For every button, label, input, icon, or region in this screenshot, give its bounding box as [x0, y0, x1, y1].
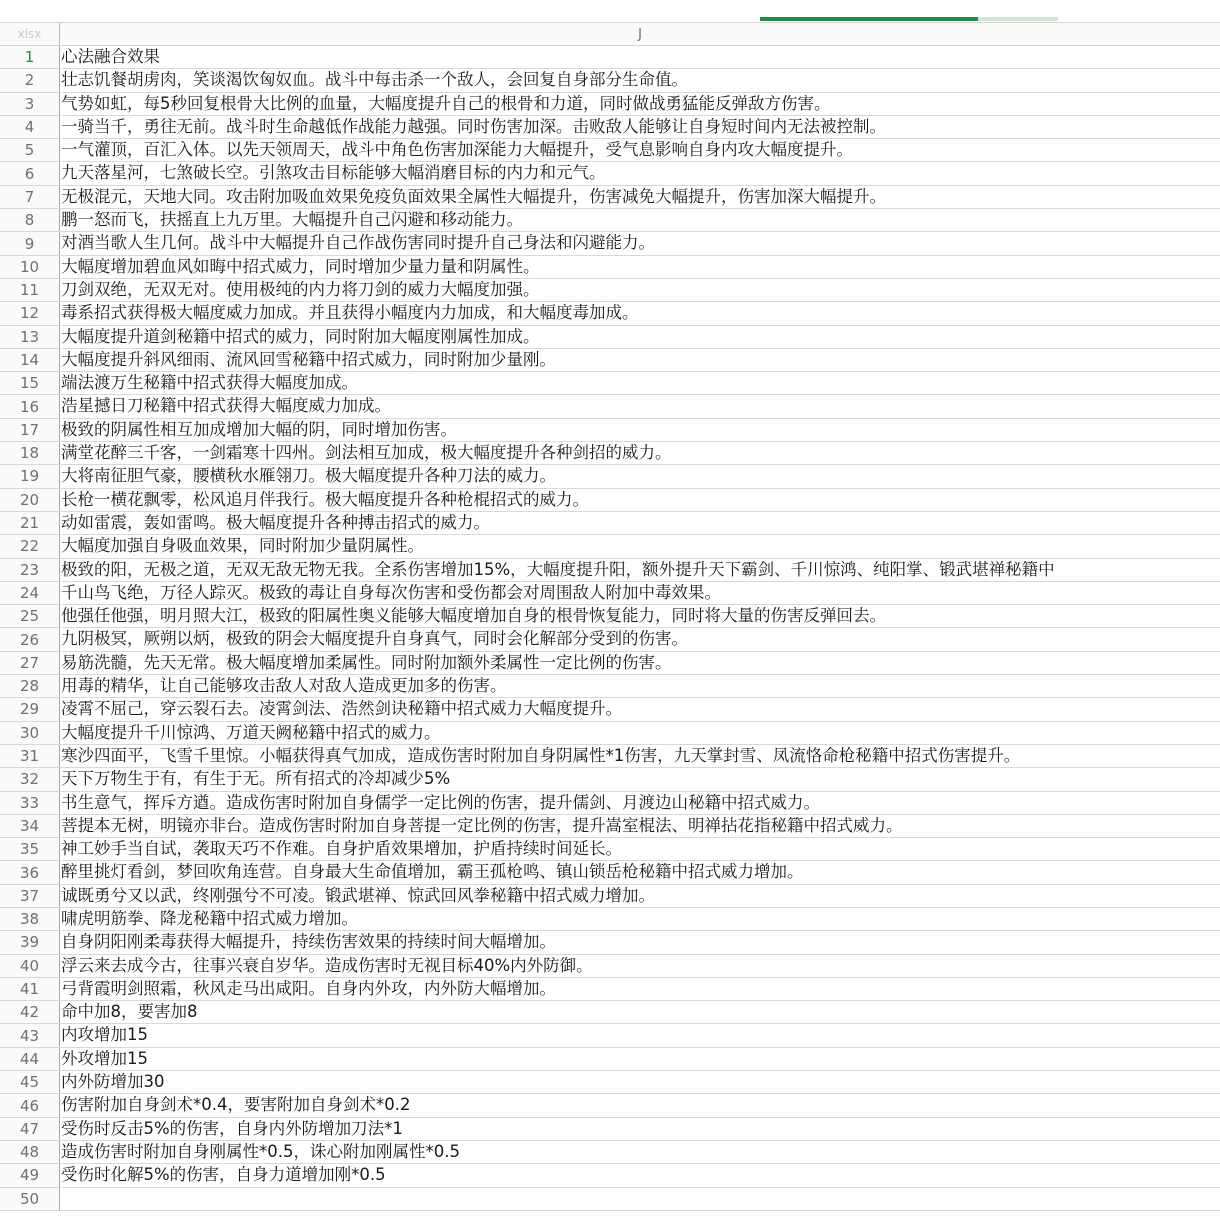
row-header[interactable]: 33	[0, 792, 60, 814]
table-row	[0, 326, 1220, 349]
cell-j[interactable]: 诚既勇兮又以武，终刚强兮不可凌。锻武堪禅、惊武回风拳秘籍中招式威力增加。	[61, 885, 655, 905]
cell-j[interactable]: 鹏一怒而飞，扶摇直上九万里。大幅提升自己闪避和移动能力。	[61, 210, 523, 230]
cell-j[interactable]: 大幅度提升千川惊鸿、万道天阙秘籍中招式的威力。	[61, 722, 441, 742]
cell-j[interactable]: 造成伤害时附加自身刚属性*0.5，诛心附加刚属性*0.5	[61, 1141, 460, 1161]
row-header[interactable]: 26	[0, 628, 60, 650]
cell-j[interactable]: 菩提本无树，明镜亦非台。造成伤害时附加自身菩提一定比例的伤害，提升嵩室棍法、明禅拈花指秘籍中招式威力。	[61, 815, 903, 835]
cell-j[interactable]: 极致的阴属性相互加成增加大幅的阴，同时增加伤害。	[61, 419, 457, 439]
select-all-corner[interactable]: xlsx	[0, 23, 60, 45]
row-header[interactable]: 20	[0, 489, 60, 511]
row-header[interactable]: 44	[0, 1048, 60, 1070]
cell-j[interactable]: 弓背霞明剑照霜，秋风走马出咸阳。自身内外攻，内外防大幅增加。	[61, 978, 556, 998]
row-header[interactable]: 23	[0, 559, 60, 581]
cell-j[interactable]: 极致的阳，无极之道，无双无敌无物无我。全系伤害增加15%，大幅度提升阳，额外提升天下霸剑、千川惊鸿、纯阳掌、锻武堪禅秘籍中	[61, 559, 1055, 579]
cell-j[interactable]: 毒系招式获得极大幅度威力加成。并且获得小幅度内力加成，和大幅度毒加成。	[61, 303, 639, 323]
cell-j[interactable]: 大幅度提升斜风细雨、流风回雪秘籍中招式威力，同时附加少量刚。	[61, 349, 556, 369]
row-header[interactable]: 7	[0, 186, 60, 208]
row-header[interactable]: 12	[0, 302, 60, 324]
table-row	[0, 978, 1220, 1001]
table-row	[0, 535, 1220, 558]
row-header[interactable]: 37	[0, 885, 60, 907]
cell-j[interactable]: 自身阴阳刚柔毒获得大幅提升，持续伤害效果的持续时间大幅增加。	[61, 932, 556, 952]
row-header[interactable]: 39	[0, 931, 60, 953]
cell-j[interactable]: 啸虎明筋拳、降龙秘籍中招式威力增加。	[61, 908, 358, 928]
table-row	[0, 838, 1220, 861]
table-row	[0, 349, 1220, 372]
cell-j[interactable]: 无极混元，天地大同。攻击附加吸血效果免疫负面效果全属性大幅提升，伤害减免大幅提升，伤害加深大幅提升。	[61, 186, 886, 206]
row-header[interactable]: 32	[0, 768, 60, 790]
table-row	[0, 419, 1220, 442]
row-header[interactable]: 8	[0, 209, 60, 231]
table-row	[0, 1118, 1220, 1141]
table-row	[0, 1094, 1220, 1117]
cell-j[interactable]: 大幅度增加碧血风如晦中招式威力，同时增加少量力量和阴属性。	[61, 256, 540, 276]
table-row	[0, 232, 1220, 255]
cell-j[interactable]: 寒沙四面平，飞雪千里惊。小幅获得真气加成，造成伤害时附加自身阴属性*1伤害，九天掌封雪、凤流恪命枪秘籍中招式伤害提升。	[61, 745, 1021, 765]
table-row	[0, 768, 1220, 791]
cell-j[interactable]: 书生意气，挥斥方遒。造成伤害时附加自身儒学一定比例的伤害，提升儒剑、月渡边山秘籍中招式威力。	[61, 792, 820, 812]
cell-j[interactable]: 神工妙手当自试，袭取天巧不作难。自身护盾效果增加，护盾持续时间延长。	[61, 839, 622, 859]
table-row	[0, 512, 1220, 535]
table-row	[0, 582, 1220, 605]
row-header[interactable]: 42	[0, 1001, 60, 1023]
row-header[interactable]: 24	[0, 582, 60, 604]
table-row	[0, 745, 1220, 768]
cell-j[interactable]: 大幅度提升道剑秘籍中招式的威力，同时附加大幅度刚属性加成。	[61, 326, 540, 346]
cell-j[interactable]: 对酒当歌人生几何。战斗中大幅提升自己作战伤害同时提升自己身法和闪避能力。	[61, 233, 655, 253]
table-row	[0, 908, 1220, 931]
cell-j[interactable]: 浩星撼日刀秘籍中招式获得大幅度威力加成。	[61, 396, 391, 416]
table-row	[0, 792, 1220, 815]
row-header[interactable]: 50	[0, 1188, 60, 1210]
scroll-indicator-thumb[interactable]	[760, 17, 978, 21]
table-row	[0, 116, 1220, 139]
table-row	[0, 46, 1220, 69]
cell-j[interactable]: 外攻增加15	[61, 1048, 148, 1068]
cell-j[interactable]: 气势如虹，每5秒回复根骨大比例的血量，大幅度提升自己的根骨和力道，同时做战勇猛能反弹敌方伤害。	[61, 93, 831, 113]
table-row	[0, 1001, 1220, 1024]
row-header[interactable]: 25	[0, 605, 60, 627]
table-row	[0, 675, 1220, 698]
table-row	[0, 302, 1220, 325]
table-row	[0, 162, 1220, 185]
cell-j[interactable]: 伤害附加自身剑术*0.4，要害附加自身剑术*0.2	[61, 1095, 411, 1115]
table-row	[0, 1188, 1220, 1211]
table-row	[0, 186, 1220, 209]
cell-j[interactable]: 内攻增加15	[61, 1025, 148, 1045]
rows-container	[0, 46, 1220, 1211]
row-header[interactable]: 10	[0, 256, 60, 278]
table-row	[0, 139, 1220, 162]
table-row	[0, 93, 1220, 116]
table-row	[0, 605, 1220, 628]
row-header[interactable]: 17	[0, 419, 60, 441]
table-row	[0, 1071, 1220, 1094]
column-header-j[interactable]: J	[638, 26, 642, 42]
row-header[interactable]: 28	[0, 675, 60, 697]
cell-j[interactable]: 浮云来去成今古，往事兴衰自岁华。造成伤害时无视目标40%内外防御。	[61, 955, 593, 975]
cell-j[interactable]: 千山鸟飞绝，万径人踪灭。极致的毒让自身每次伤害和受伤都会对周围敌人附加中毒效果。	[61, 582, 721, 602]
table-row	[0, 256, 1220, 279]
table-row	[0, 861, 1220, 884]
row-header[interactable]: 41	[0, 978, 60, 1000]
table-row	[0, 395, 1220, 418]
table-row	[0, 279, 1220, 302]
table-row	[0, 815, 1220, 838]
column-header-row	[0, 22, 1220, 46]
row-header[interactable]: 2	[0, 69, 60, 91]
cell-j[interactable]: 满堂花醉三千客，一剑霜寒十四州。剑法相互加成，极大幅度提升各种剑招的威力。	[61, 443, 672, 463]
row-header[interactable]: 45	[0, 1071, 60, 1093]
row-header[interactable]: 29	[0, 698, 60, 720]
row-header[interactable]: 11	[0, 279, 60, 301]
cell-j[interactable]: 壮志饥餐胡虏肉，笑谈渴饮匈奴血。战斗中每击杀一个敌人，会回复自身部分生命值。	[61, 70, 688, 90]
row-header[interactable]: 21	[0, 512, 60, 534]
table-row	[0, 465, 1220, 488]
cell-j[interactable]: 易筋洗髓，先天无常。极大幅度增加柔属性。同时附加额外柔属性一定比例的伤害。	[61, 652, 672, 672]
cell-j[interactable]: 用毒的精华，让自己能够攻击敌人对敌人造成更加多的伤害。	[61, 676, 507, 696]
cell-j[interactable]: 长枪一横花飘零，松风追月伴我行。极大幅度提升各种枪棍招式的威力。	[61, 489, 589, 509]
table-row	[0, 628, 1220, 651]
row-header[interactable]: 46	[0, 1094, 60, 1116]
row-header[interactable]: 16	[0, 395, 60, 417]
row-header[interactable]: 48	[0, 1141, 60, 1163]
table-row	[0, 1141, 1220, 1164]
row-header[interactable]: 38	[0, 908, 60, 930]
table-row	[0, 559, 1220, 582]
cell-j[interactable]: 内外防增加30	[61, 1072, 165, 1092]
table-row	[0, 69, 1220, 92]
cell-j[interactable]: 刀剑双绝，无双无对。使用极纯的内力将刀剑的威力大幅度加强。	[61, 279, 540, 299]
cell-j[interactable]: 九天落星河，七煞破长空。引煞攻击目标能够大幅消磨目标的内力和元气。	[61, 163, 606, 183]
row-header[interactable]: 49	[0, 1164, 60, 1186]
cell-j[interactable]: 命中加8，要害加8	[61, 1002, 198, 1022]
row-header[interactable]: 9	[0, 232, 60, 254]
cell-j[interactable]: 大幅度加强自身吸血效果，同时附加少量阴属性。	[61, 536, 424, 556]
cell-j[interactable]: 心法融合效果	[61, 47, 160, 66]
table-row	[0, 698, 1220, 721]
cell-j[interactable]: 凌霄不屈己，穿云裂石去。凌霄剑法、浩然剑诀秘籍中招式威力大幅度提升。	[61, 699, 622, 719]
row-header[interactable]: 27	[0, 652, 60, 674]
row-header[interactable]: 36	[0, 861, 60, 883]
row-header[interactable]: 6	[0, 162, 60, 184]
cell-j[interactable]: 九阴极冥，厥朔以炳，极致的阴会大幅度提升自身真气，同时会化解部分受到的伤害。	[61, 629, 688, 649]
horizontal-scroll-indicator[interactable]	[760, 17, 1058, 21]
table-row	[0, 1024, 1220, 1047]
row-header[interactable]: 4	[0, 116, 60, 138]
row-header[interactable]: 18	[0, 442, 60, 464]
table-row	[0, 372, 1220, 395]
cell-j[interactable]: 大将南征胆气豪，腰横秋水雁翎刀。极大幅度提升各种刀法的威力。	[61, 466, 556, 486]
cell-j[interactable]: 端法渡万生秘籍中招式获得大幅度加成。	[61, 373, 358, 393]
row-header[interactable]: 1	[0, 46, 60, 68]
row-header[interactable]: 43	[0, 1024, 60, 1046]
row-header[interactable]: 31	[0, 745, 60, 767]
cell-j[interactable]: 动如雷震，轰如雷鸣。极大幅度提升各种搏击招式的威力。	[61, 512, 490, 532]
row-header[interactable]: 5	[0, 139, 60, 161]
table-row	[0, 885, 1220, 908]
row-header[interactable]: 19	[0, 465, 60, 487]
table-row	[0, 489, 1220, 512]
row-header[interactable]: 15	[0, 372, 60, 394]
cell-j[interactable]: 受伤时反击5%的伤害，自身内外防增加刀法*1	[61, 1118, 403, 1138]
table-row	[0, 931, 1220, 954]
row-header[interactable]: 34	[0, 815, 60, 837]
spreadsheet-grid	[0, 22, 1220, 1211]
table-row	[0, 1048, 1220, 1071]
cell-j[interactable]: 受伤时化解5%的伤害，自身力道增加刚*0.5	[61, 1165, 386, 1185]
table-row	[0, 652, 1220, 675]
table-row	[0, 722, 1220, 745]
row-header[interactable]: 35	[0, 838, 60, 860]
row-header[interactable]: 22	[0, 535, 60, 557]
cell-j[interactable]: 天下万物生于有，有生于无。所有招式的冷却减少5%	[61, 769, 451, 789]
cell-j[interactable]: 一气灌顶，百汇入体。以先天领周天，战斗中角色伤害加深能力大幅提升，受气息影响自身内攻大幅度提升。	[61, 140, 853, 160]
cell-j[interactable]: 醉里挑灯看剑，梦回吹角连营。自身最大生命值增加，霸王孤枪鸣、镇山锁岳枪秘籍中招式威力增加。	[61, 862, 804, 882]
cell-j[interactable]: 他强任他强，明月照大江，极致的阳属性奥义能够大幅度增加自身的根骨恢复能力，同时将大量的伤害反弹回去。	[61, 606, 886, 626]
cell-j[interactable]: 一骑当千，勇往无前。战斗时生命越低作战能力越强。同时伤害加深。击败敌人能够让自身短时间内无法被控制。	[61, 116, 886, 136]
row-header[interactable]: 14	[0, 349, 60, 371]
table-row	[0, 209, 1220, 232]
table-row	[0, 955, 1220, 978]
table-row	[0, 1164, 1220, 1187]
row-header[interactable]: 40	[0, 955, 60, 977]
table-row	[0, 442, 1220, 465]
row-header[interactable]: 30	[0, 722, 60, 744]
row-header[interactable]: 3	[0, 93, 60, 115]
row-header[interactable]: 47	[0, 1118, 60, 1140]
cell-j[interactable]	[60, 1188, 1220, 1210]
row-header[interactable]: 13	[0, 326, 60, 348]
